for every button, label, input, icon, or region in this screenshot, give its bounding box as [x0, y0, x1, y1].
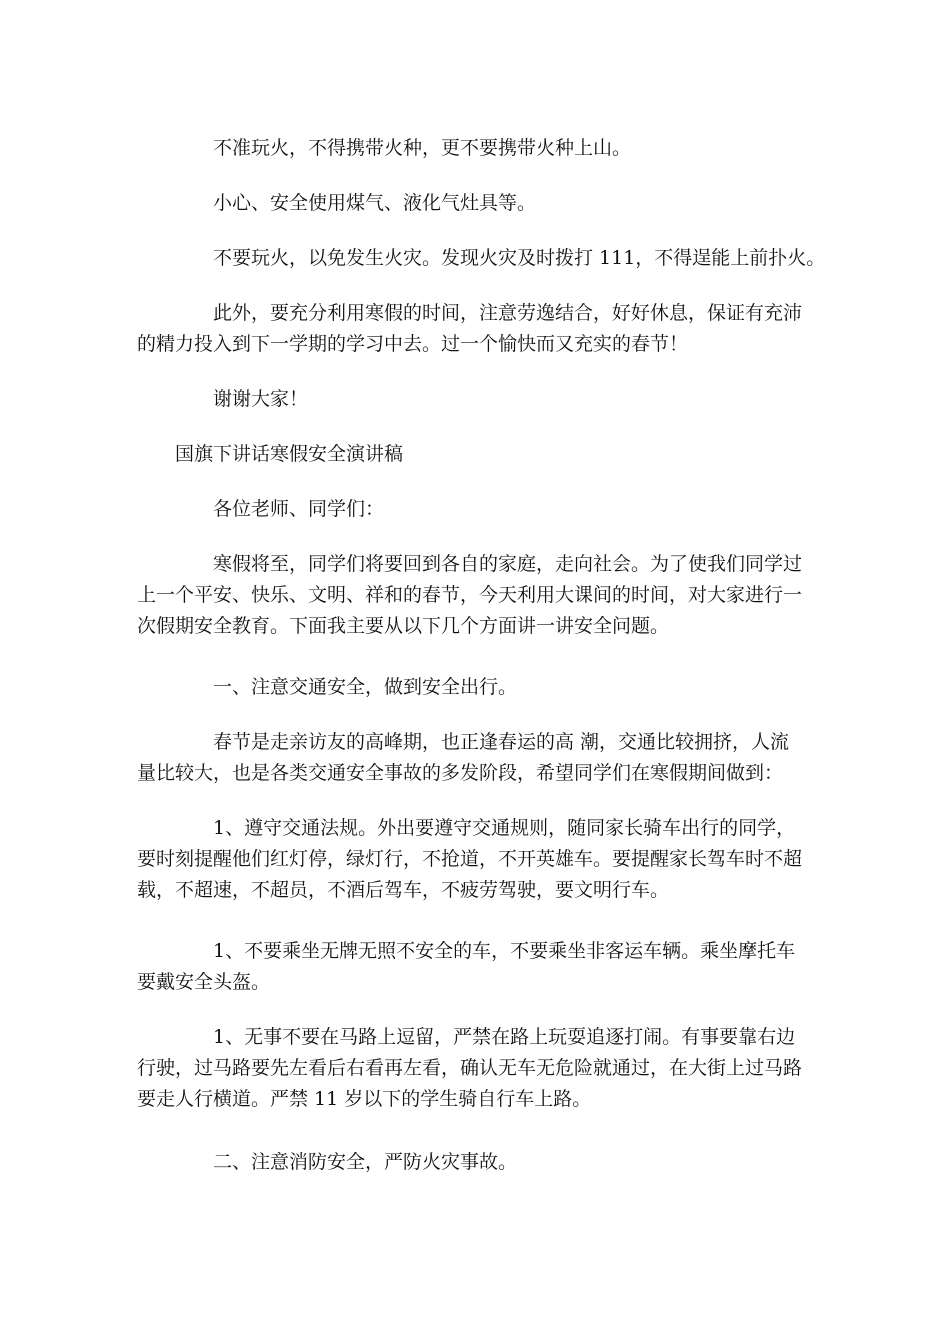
text-line: 要戴安全头盔。	[137, 971, 271, 993]
text-line: 小心、安全使用煤气、液化气灶具等。	[213, 192, 537, 214]
paragraph-intro	[137, 549, 827, 642]
paragraph-greeting	[137, 494, 827, 525]
paragraph-road-safety	[137, 1022, 827, 1115]
text-line: 的精力投入到下一学期的学习中去。过一个愉快而又充实的春节！	[137, 333, 689, 355]
text-line: 各位老师、同学们：	[213, 498, 385, 520]
text-line: 春节是走亲访友的高峰期，也正逢春运的高 潮，交通比较拥挤，人流	[213, 731, 790, 753]
paragraph-traffic-rules	[137, 813, 827, 906]
text-line: 载，不超速，不超员，不酒后驾车，不疲劳驾驶，要文明行车。	[137, 879, 670, 901]
text-line: 1、不要乘坐无牌无照不安全的车，不要乘坐非客运车辆。乘坐摩托车	[213, 940, 796, 962]
paragraph-gas-safety	[137, 188, 827, 219]
paragraph-vehicle-safety	[137, 936, 827, 998]
text-line: 1、遵守交通法规。外出要遵守交通规则，随同家长骑车出行的同学，	[213, 817, 796, 839]
paragraph-holiday-rest	[137, 298, 827, 360]
text-line: 谢谢大家！	[213, 388, 309, 410]
paragraph-fire-report	[137, 243, 827, 274]
text-line: 1、无事不要在马路上逗留，严禁在路上玩耍追逐打闹。有事要靠右边	[213, 1026, 796, 1048]
paragraph-fire-no-play	[137, 133, 827, 164]
text-line: 上一个平安、快乐、文明、祥和的春节，今天利用大课间的时间，对大家进行一	[137, 584, 803, 606]
text-line: 二、注意消防安全，严防火灾事故。	[213, 1151, 518, 1173]
title-line: 国旗下讲话寒假安全演讲稿	[175, 443, 404, 465]
section-title	[137, 439, 827, 470]
text-line: 行驶，过马路要先左看后右看再左看，确认无车无危险就通过，在大街上过马路	[137, 1057, 803, 1079]
text-line: 此外，要充分利用寒假的时间，注意劳逸结合，好好休息，保证有充沛	[213, 302, 803, 324]
text-line: 不要玩火，以免发生火灾。发现火灾及时拨打 111，不得逞能上前扑火。	[213, 247, 826, 269]
paragraph-spring-festival	[137, 727, 827, 789]
text-line: 不准玩火，不得携带火种，更不要携带火种上山。	[213, 137, 632, 159]
text-line: 量比较大，也是各类交通安全事故的多发阶段，希望同学们在寒假期间做到：	[137, 762, 784, 784]
text-line: 要走人行横道。严禁 11 岁以下的学生骑自行车上路。	[137, 1088, 592, 1110]
paragraph-thanks	[137, 384, 827, 415]
paragraph-traffic-heading	[137, 672, 827, 703]
text-line: 寒假将至，同学们将要回到各自的家庭，走向社会。为了使我们同学过	[213, 553, 803, 575]
text-line: 一、注意交通安全，做到安全出行。	[213, 676, 518, 698]
text-line: 次假期安全教育。下面我主要从以下几个方面讲一讲安全问题。	[137, 615, 670, 637]
text-line: 要时刻提醒他们红灯停，绿灯行，不抢道，不开英雄车。要提醒家长驾车时不超	[137, 848, 803, 870]
paragraph-fire-heading	[137, 1147, 827, 1178]
